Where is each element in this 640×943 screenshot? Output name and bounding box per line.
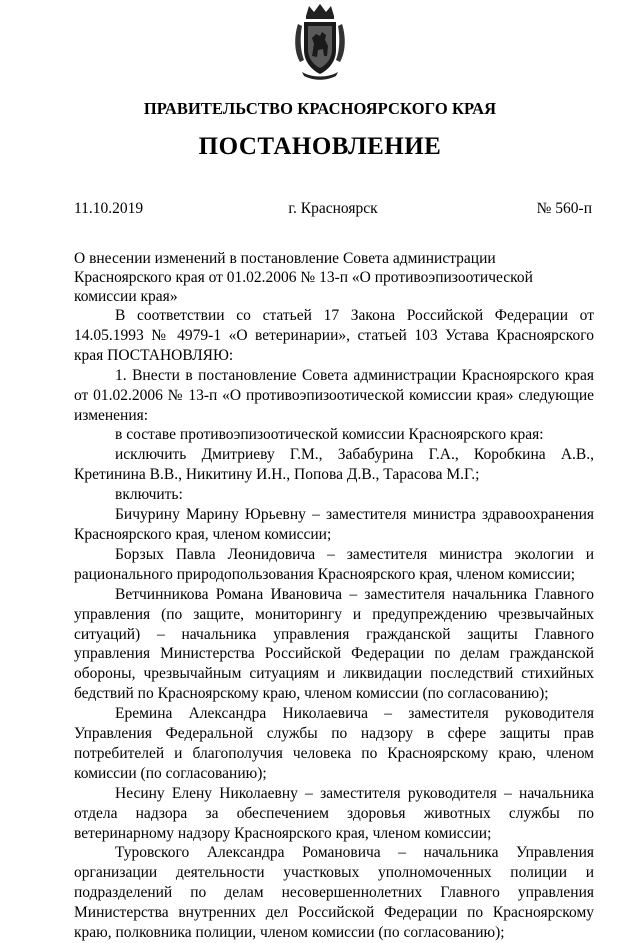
document-number: № 560-п bbox=[536, 200, 592, 217]
krasnoyarsk-coat-of-arms-icon bbox=[292, 2, 348, 82]
document-body bbox=[74, 306, 594, 943]
document-subject: О внесении изменений в постановление Совета администрации Красноярского края от 01.02.2006 № 13-п «О противоэпизоотической комиссии края» bbox=[74, 250, 533, 305]
composition-paragraph: в составе противоэпизоотической комиссии Красноярского края: bbox=[115, 426, 544, 444]
document-meta bbox=[74, 200, 592, 220]
include-paragraph: включить: bbox=[115, 486, 183, 504]
document-type: ПОСТАНОВЛЕНИЕ bbox=[198, 133, 442, 160]
member-paragraph: Еремина Александра Николаевича – заместителя руководителя Управления Федеральной службы по надзору в сфере защиты прав потребителей и благополучия человека по Красноярскому краю, членом комиссии (по согласованию); bbox=[74, 705, 594, 782]
exclude-paragraph: исключить Дмитриеву Г.М., Забабурина Г.А., Коробкина А.В., Кретинина В.В., Никитину И.Н., Попова Д.В., Тарасова М.Г.; bbox=[74, 446, 594, 484]
item-1-paragraph: 1. Внести в постановление Совета администрации Красноярского края от 01.02.2006 № 13-п «О противоэпизоотической комиссии края» следующие изменения: bbox=[74, 366, 594, 424]
member-paragraph: Туровского Александра Романовича – начальника Управления организации деятельности участковых уполномоченных полиции и подразделений по делам несовершеннолетних Главного управления Министерства внутренних дел Российской Федерации по Красноярскому краю, полковника полиции, членом комиссии (по согласованию); bbox=[74, 844, 594, 942]
document-city: г. Красноярск bbox=[288, 200, 378, 217]
member-paragraph: Несину Елену Николаевну – заместителя руководителя – начальника отдела надзора за обеспечением здоровья животных службы по ветеринарному надзору Красноярского края, членом комиссии; bbox=[74, 784, 594, 842]
preamble-paragraph: В соответствии со статьей 17 Закона Российской Федерации от 14.05.1993 № 4979-1 «О ветеринарии», статьей 103 Устава Красноярского края ПОСТАНОВЛЯЮ: bbox=[74, 307, 594, 364]
document-date: 11.10.2019 bbox=[74, 200, 144, 217]
government-title: ПРАВИТЕЛЬСТВО КРАСНОЯРСКОГО КРАЯ bbox=[143, 99, 497, 118]
member-paragraph: Борзых Павла Леонидовича – заместителя министра экологии и рационального природопользования Красноярского края, членом комиссии; bbox=[74, 545, 594, 583]
member-paragraph: Бичурину Марину Юрьевну – заместителя министра здравоохранения Красноярского края, членом комиссии; bbox=[74, 506, 594, 543]
member-paragraph: Ветчинникова Романа Ивановича – заместителя начальника Главного управления (по защите, мониторингу и предупреждению чрезвычайных ситуаций) – начальника управления гражданской защиты Главного управления Министерства Российской Федерации по делам гражданской обороны, чрезвычайным ситуациям и ликвидации последствий стихийных бедствий по Красноярскому краю, членом комиссии (по согласованию); bbox=[74, 585, 594, 703]
